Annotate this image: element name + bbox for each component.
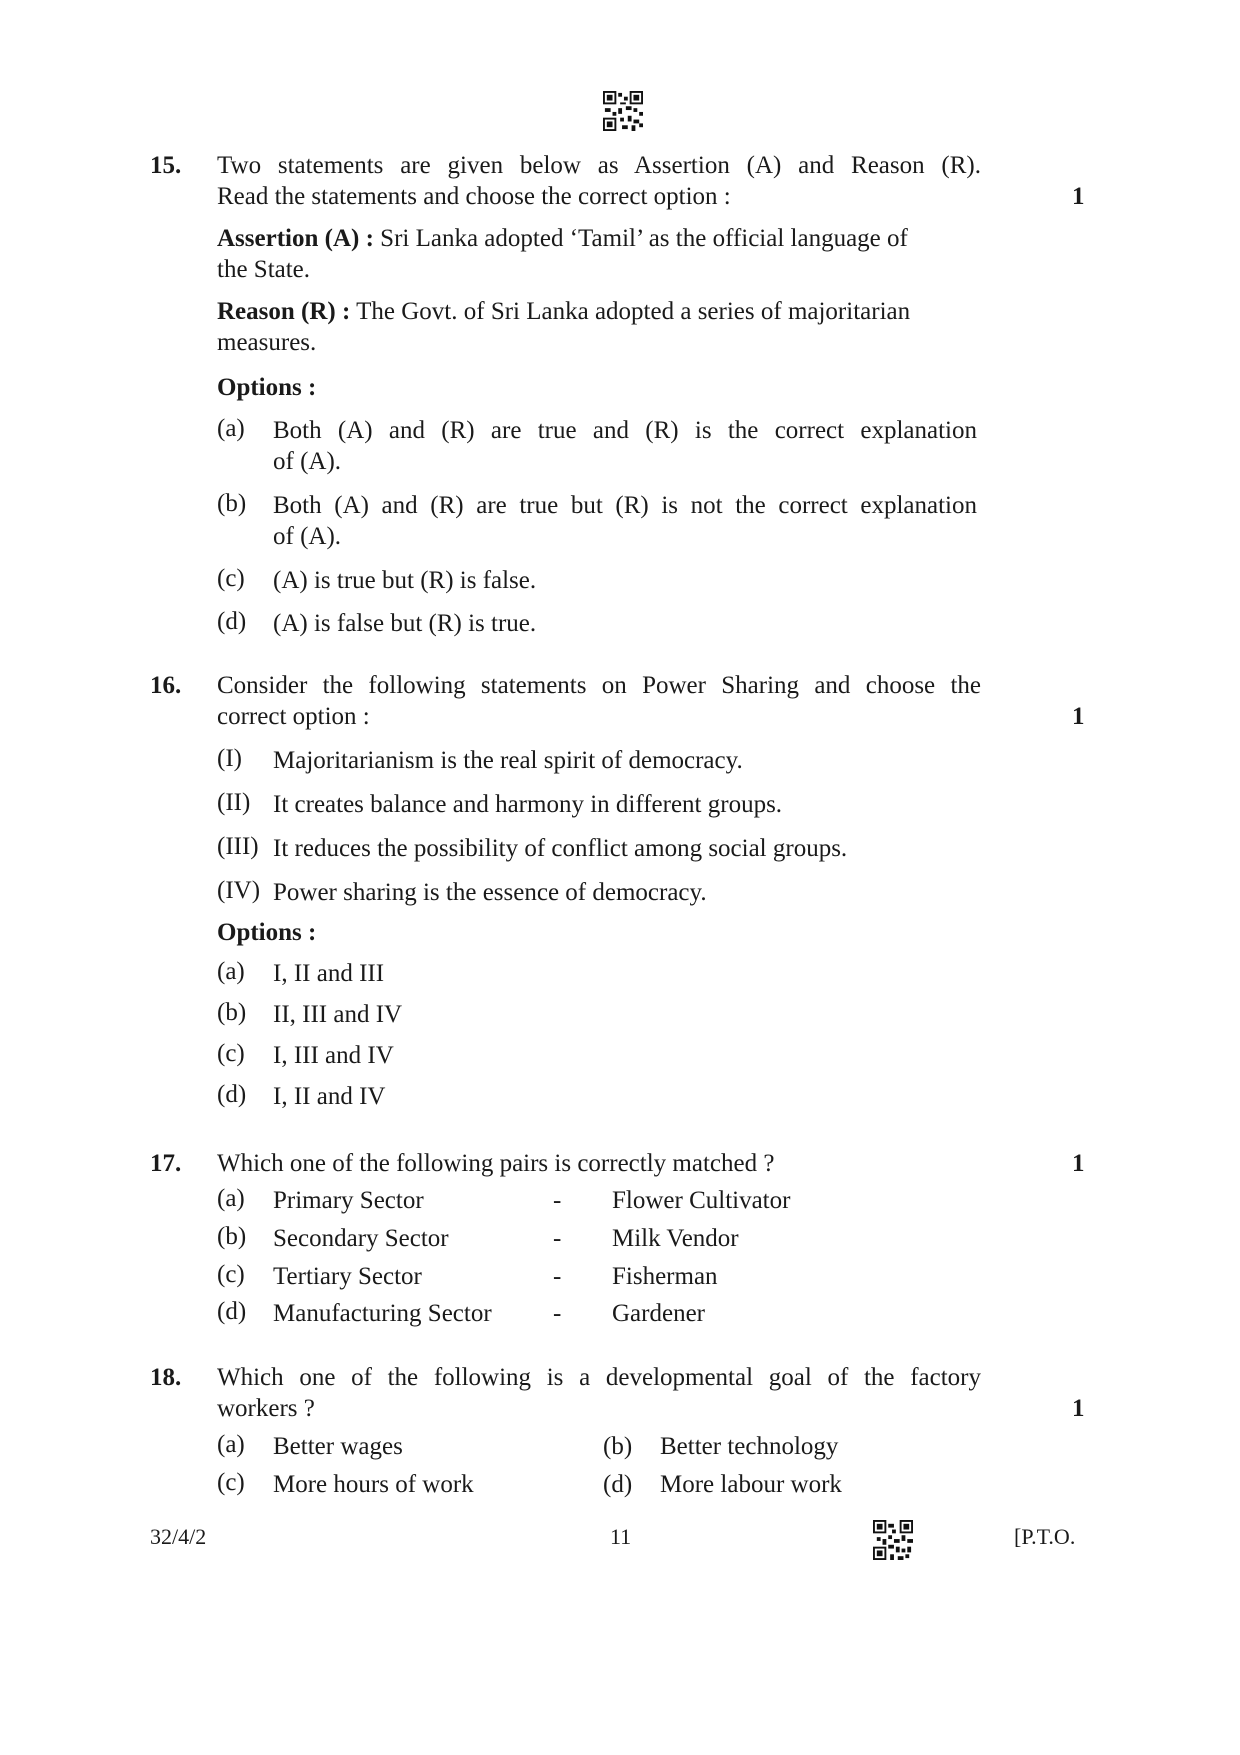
pair-dash: - [553,1187,562,1214]
statement-text: It reduces the possibility of conflict among social groups. [273,835,848,862]
option-text: Better wages [273,1433,403,1460]
statement-label: (IV) [217,877,261,904]
pair-label: (a) [217,1185,245,1212]
option-text: (A) is true but (R) is false. [273,567,537,594]
pair-label: (d) [217,1298,247,1325]
option-label: (b) [603,1433,633,1460]
reason-text: The Govt. of Sri Lanka adopted a series of majoritarian [350,298,911,325]
marks: 1 [1072,183,1085,210]
statement-text: It creates balance and harmony in different groups. [273,791,783,818]
pair-sector: Manufacturing Sector [273,1300,492,1327]
assertion [217,223,981,254]
pair-sector: Secondary Sector [273,1225,449,1252]
marks: 1 [1072,1150,1085,1177]
assertion-text: the State. [217,256,311,283]
question-number: 17. [150,1150,182,1177]
question-text: correct option : [217,703,370,730]
option-text: I, II and III [273,960,385,987]
question-number: 18. [150,1364,182,1391]
pair-job: Gardener [612,1300,705,1327]
pair-label: (b) [217,1223,247,1250]
pair-job: Milk Vendor [612,1225,739,1252]
statement-label: (I) [217,745,242,772]
pair-sector: Primary Sector [273,1187,424,1214]
option-label: (b) [217,999,247,1026]
pair-label: (c) [217,1261,245,1288]
option-text: I, III and IV [273,1042,394,1069]
pair-dash: - [553,1300,562,1327]
option-label: (d) [217,1081,247,1108]
pair-job: Fisherman [612,1263,718,1290]
statement-label: (II) [217,789,251,816]
pair-dash: - [553,1225,562,1252]
paper-code: 32/4/2 [150,1524,207,1549]
reason [217,296,910,327]
assertion-text: Sri Lanka adopted ‘Tamil’ as the official language of [373,225,908,252]
question-text: Consider the following statements on Power Sharing and choose the [217,672,981,699]
marks: 1 [1072,1395,1085,1422]
option-text: I, II and IV [273,1083,386,1110]
page-number: 11 [610,1524,632,1549]
question-text: Which one of the following is a developmental goal of the factory [217,1364,981,1391]
option-text: II, III and IV [273,1001,403,1028]
option-label: (c) [217,1040,245,1067]
statement-text: Power sharing is the essence of democracy. [273,879,707,906]
option-text: Both (A) and (R) are true but (R) is not the correct explanation [273,492,977,519]
question-text: Two statements are given below as Assertion (A) and Reason (R). [217,152,981,179]
question-text: Read the statements and choose the correct option : [217,183,731,210]
pair-job: Flower Cultivator [612,1187,791,1214]
option-text: More labour work [660,1471,842,1498]
option-text: Both (A) and (R) are true and (R) is the correct explanation [273,417,977,444]
option-text: More hours of work [273,1471,474,1498]
assertion-label: Assertion (A) : [217,225,374,252]
option-label: (a) [217,415,245,442]
reason-label: Reason (R) : [217,298,351,325]
option-text: of (A). [273,448,342,475]
options-label: Options : [217,374,317,401]
option-label: (b) [217,490,247,517]
marks: 1 [1072,703,1085,730]
option-text: (A) is false but (R) is true. [273,610,537,637]
reason-text: measures. [217,329,317,356]
question-number: 16. [150,672,182,699]
qr-code-icon [873,1520,913,1560]
pair-dash: - [553,1263,562,1290]
option-label: (d) [603,1471,633,1498]
option-text: of (A). [273,523,342,550]
option-label: (c) [217,1469,245,1496]
option-label: (a) [217,1431,245,1458]
question-text: Which one of the following pairs is correctly matched ? [217,1150,775,1177]
question-number: 15. [150,152,182,179]
pto-marker: [P.T.O. [1014,1524,1076,1549]
statement-text: Majoritarianism is the real spirit of democracy. [273,747,743,774]
qr-code-icon [603,91,643,131]
option-text: Better technology [660,1433,839,1460]
pair-sector: Tertiary Sector [273,1263,422,1290]
question-text: workers ? [217,1395,315,1422]
option-label: (d) [217,608,247,635]
options-label: Options : [217,919,317,946]
option-label: (a) [217,958,245,985]
statement-label: (III) [217,833,259,860]
option-label: (c) [217,565,245,592]
